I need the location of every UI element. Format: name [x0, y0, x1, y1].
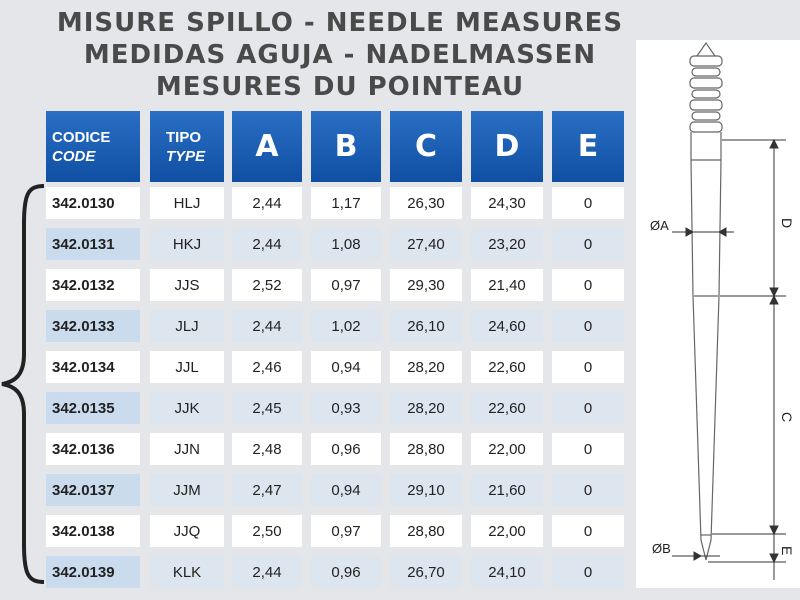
cell-d: 24,30 [471, 187, 543, 219]
table-row [46, 185, 626, 219]
cell-c: 28,20 [390, 351, 462, 383]
table-row [46, 349, 626, 383]
label-a: ØA [650, 218, 669, 233]
cell-a: 2,44 [232, 187, 302, 219]
cell-code: 342.0135 [46, 392, 140, 424]
header-type-label: TYPE [166, 147, 206, 165]
cell-b: 0,94 [311, 351, 381, 383]
cell-c: 28,20 [390, 392, 462, 424]
cell-a: 2,48 [232, 433, 302, 465]
cell-e: 0 [552, 556, 624, 588]
cell-d: 22,00 [471, 433, 543, 465]
cell-b: 0,97 [311, 269, 381, 301]
label-d: D [779, 218, 795, 229]
cell-type: KLK [150, 556, 224, 588]
table-row [46, 390, 626, 424]
label-e: E [779, 546, 795, 556]
label-c: C [779, 412, 795, 423]
cell-code: 342.0134 [46, 351, 140, 383]
table-row [46, 226, 626, 260]
cell-e: 0 [552, 269, 624, 301]
cell-b: 1,17 [311, 187, 381, 219]
cell-e: 0 [552, 351, 624, 383]
cell-code: 342.0130 [46, 187, 140, 219]
cell-d: 22,00 [471, 515, 543, 547]
cell-a: 2,50 [232, 515, 302, 547]
header-d: D [471, 111, 543, 182]
cell-b: 1,02 [311, 310, 381, 342]
cell-type: JJK [150, 392, 224, 424]
table-row [46, 308, 626, 342]
cell-a: 2,52 [232, 269, 302, 301]
cell-c: 28,80 [390, 515, 462, 547]
brace-icon [0, 184, 46, 584]
cell-d: 22,60 [471, 392, 543, 424]
cell-d: 21,40 [471, 269, 543, 301]
cell-a: 2,46 [232, 351, 302, 383]
cell-b: 1,08 [311, 228, 381, 260]
table-row [46, 554, 626, 588]
table-row [46, 267, 626, 301]
cell-a: 2,45 [232, 392, 302, 424]
cell-e: 0 [552, 228, 624, 260]
header-code [46, 111, 140, 182]
cell-code: 342.0131 [46, 228, 140, 260]
cell-b: 0,93 [311, 392, 381, 424]
cell-code: 342.0136 [46, 433, 140, 465]
cell-d: 23,20 [471, 228, 543, 260]
cell-d: 22,60 [471, 351, 543, 383]
cell-type: JLJ [150, 310, 224, 342]
header-b: B [311, 111, 381, 182]
cell-code: 342.0132 [46, 269, 140, 301]
cell-d: 24,10 [471, 556, 543, 588]
cell-e: 0 [552, 474, 624, 506]
cell-e: 0 [552, 433, 624, 465]
table-row [46, 472, 626, 506]
cell-code: 342.0137 [46, 474, 140, 506]
cell-type: JJL [150, 351, 224, 383]
cell-e: 0 [552, 515, 624, 547]
cell-code: 342.0133 [46, 310, 140, 342]
table-row [46, 513, 626, 547]
cell-c: 26,70 [390, 556, 462, 588]
header-a: A [232, 111, 302, 182]
cell-b: 0,97 [311, 515, 381, 547]
cell-a: 2,44 [232, 556, 302, 588]
cell-e: 0 [552, 187, 624, 219]
cell-type: JJN [150, 433, 224, 465]
header-c: C [390, 111, 462, 182]
cell-c: 28,80 [390, 433, 462, 465]
cell-type: HKJ [150, 228, 224, 260]
table-row [46, 431, 626, 465]
cell-a: 2,47 [232, 474, 302, 506]
cell-e: 0 [552, 392, 624, 424]
header-e: E [552, 111, 624, 182]
cell-type: HLJ [150, 187, 224, 219]
cell-a: 2,44 [232, 228, 302, 260]
cell-d: 21,60 [471, 474, 543, 506]
page-title-line3: MESURES DU POINTEAU [155, 72, 525, 102]
header-tipo-label: TIPO [166, 128, 202, 146]
cell-code: 342.0138 [46, 515, 140, 547]
header-code-label: CODE [52, 147, 96, 165]
cell-b: 0,96 [311, 433, 381, 465]
cell-type: JJS [150, 269, 224, 301]
page-title-line2: MEDIDAS AGUJA - NADELMASSEN [83, 40, 597, 70]
needle-drawing [636, 40, 800, 588]
needle-diagram-icon [636, 40, 800, 588]
cell-b: 0,94 [311, 474, 381, 506]
header-type [150, 111, 224, 182]
page-title-line1: MISURE SPILLO - NEEDLE MEASURES [56, 8, 624, 38]
cell-type: JJM [150, 474, 224, 506]
cell-a: 2,44 [232, 310, 302, 342]
cell-e: 0 [552, 310, 624, 342]
cell-b: 0,96 [311, 556, 381, 588]
cell-c: 26,30 [390, 187, 462, 219]
cell-c: 29,30 [390, 269, 462, 301]
cell-d: 24,60 [471, 310, 543, 342]
cell-c: 26,10 [390, 310, 462, 342]
header-codice-label: CODICE [52, 128, 111, 146]
label-b: ØB [652, 541, 671, 556]
cell-c: 29,10 [390, 474, 462, 506]
cell-type: JJQ [150, 515, 224, 547]
cell-code: 342.0139 [46, 556, 140, 588]
cell-c: 27,40 [390, 228, 462, 260]
